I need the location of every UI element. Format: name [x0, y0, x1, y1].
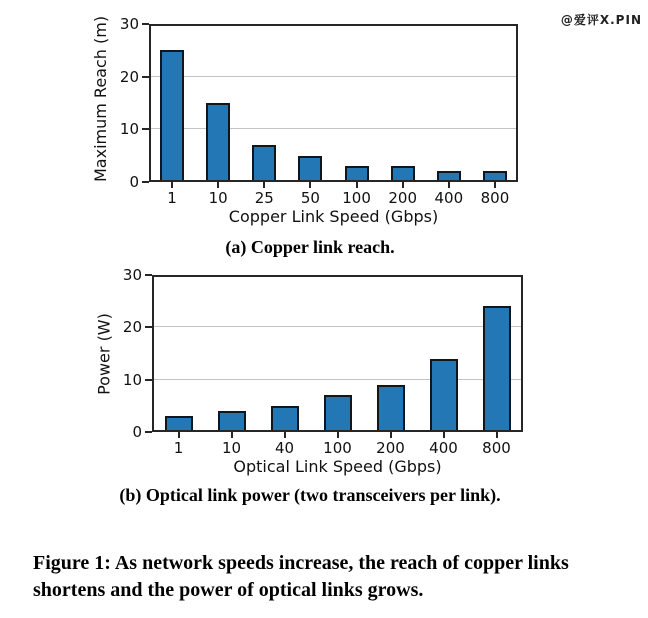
subcaption-a: (a) Copper link reach. — [225, 237, 395, 257]
y-tick-label-10: 10 — [122, 370, 142, 389]
y-axis-label: Maximum Reach (m) — [91, 15, 110, 182]
x-tick-label-200: 200 — [376, 439, 405, 457]
plot-area — [152, 275, 523, 432]
y-tick-mark-20 — [145, 326, 152, 328]
axes-frame — [149, 24, 518, 182]
x-tick-mark-40 — [284, 432, 286, 438]
x-tick-mark-200 — [390, 432, 392, 438]
y-tick-mark-30 — [145, 274, 152, 276]
y-tick-label-20: 20 — [119, 67, 139, 86]
x-tick-mark-400 — [443, 432, 445, 438]
y-axis-label: Power (W) — [94, 312, 113, 395]
x-tick-mark-1 — [178, 432, 180, 438]
x-tick-label-400: 400 — [434, 189, 464, 207]
x-tick-label-40: 40 — [274, 439, 295, 457]
x-axis-label: Copper Link Speed (Gbps) — [228, 207, 439, 226]
x-tick-label-10: 10 — [221, 439, 242, 457]
x-tick-label-800: 800 — [480, 189, 510, 207]
y-tick-label-20: 20 — [122, 318, 142, 337]
axes-frame — [152, 275, 523, 432]
y-tick-mark-0 — [145, 431, 152, 433]
x-tick-mark-10 — [231, 432, 233, 438]
figure-caption: Figure 1: As network speeds increase, the reach of copper links shortens and the power of optical links grows. — [33, 552, 569, 601]
subcaption-b: (b) Optical link power (two transceivers per link). — [119, 485, 501, 505]
x-tick-label-1: 1 — [173, 439, 184, 457]
x-tick-label-1: 1 — [167, 189, 177, 207]
x-tick-label-25: 25 — [254, 189, 274, 207]
x-tick-mark-800 — [496, 432, 498, 438]
y-tick-label-30: 30 — [119, 15, 139, 33]
x-tick-label-400: 400 — [429, 439, 458, 457]
x-tick-label-10: 10 — [208, 189, 228, 207]
y-tick-label-0: 0 — [129, 173, 139, 191]
y-tick-mark-10 — [145, 379, 152, 381]
x-axis-label: Optical Link Speed (Gbps) — [233, 457, 442, 476]
y-tick-label-10: 10 — [119, 120, 139, 139]
y-tick-label-0: 0 — [132, 423, 142, 441]
watermark-text: @爱评X.PIN — [560, 13, 642, 27]
x-tick-label-100: 100 — [323, 439, 352, 457]
x-tick-label-50: 50 — [300, 189, 320, 207]
x-tick-label-200: 200 — [388, 189, 417, 207]
x-tick-label-100: 100 — [342, 189, 371, 207]
x-tick-mark-100 — [337, 432, 339, 438]
x-tick-label-800: 800 — [482, 439, 511, 457]
y-tick-label-30: 30 — [122, 266, 142, 284]
plot-area — [149, 24, 518, 182]
